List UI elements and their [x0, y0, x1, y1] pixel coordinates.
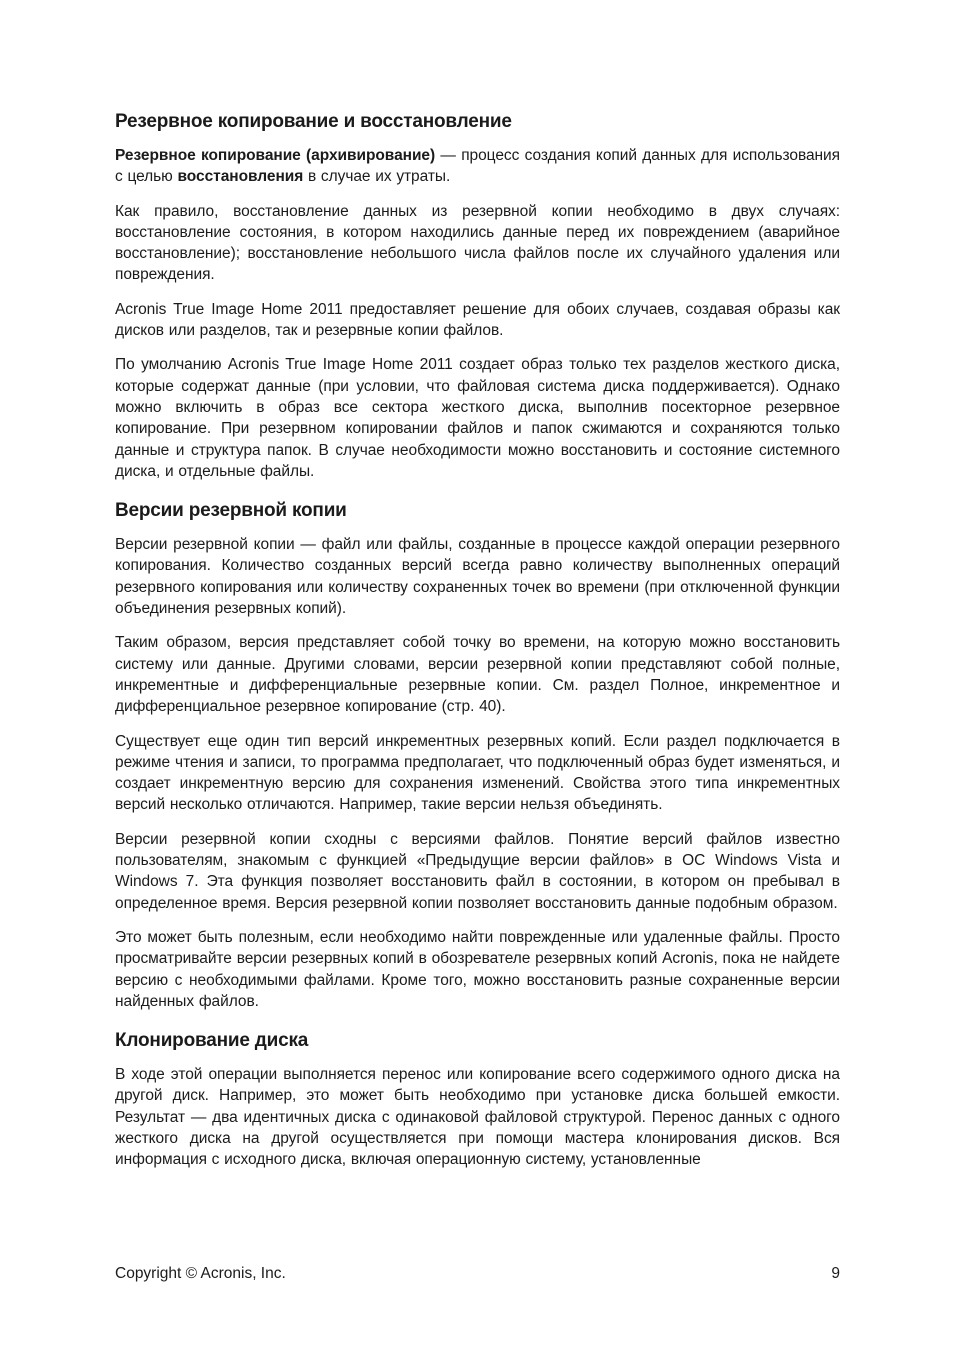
- paragraph-two-cases: Как правило, восстановление данных из резервной копии необходимо в двух случаях: восстановление состояния, в котором находились данные перед их повреждением (аварийное восстановление); восстановление небольшого числа файлов после их случайного удаления или повреждения.: [115, 202, 840, 284]
- section-title-disk-cloning: Клонирование диска: [115, 1030, 309, 1052]
- paragraph-backup-definition: [115, 145, 840, 188]
- page-number: 9: [831, 1265, 840, 1282]
- paragraph-point-in-time: Таким образом, версия представляет собой точку во времени, на которую можно восстановить систему или данные. Другими словами, версии резервной копии представляют собой полные, инкрементные и дифференциальные резервные копии. См. раздел Полное, инкрементное и дифференциальное резервное копирование (стр. 40).: [115, 634, 840, 716]
- text-run-bold: Резервное копирование (архивирование): [115, 147, 436, 164]
- section-title-backup-versions: Версии резервной копии: [115, 500, 347, 522]
- text-run: в случае их утраты.: [303, 168, 451, 186]
- section-disk-cloning: [115, 1030, 840, 1170]
- section-backup-versions: [115, 500, 840, 1012]
- paragraph-file-versions: Версии резервной копии сходны с версиями файлов. Понятие версий файлов известно пользователям, знакомым с функцией «Предыдущие версии файлов» в ОС Windows Vista и Windows 7. Эта функция позволяет восстановить файл в состоянии, в котором он пребывал в определенное время. Версия резервной копии позволяет восстановить данные подобным образом.: [115, 830, 840, 912]
- text-run: — процесс создания копий данных для использования с целью: [115, 147, 840, 186]
- paragraph-default-behavior: По умолчанию Acronis True Image Home 2011 создает образ только тех разделов жесткого диска, которые содержат данные (при условии, что файловая система диска поддерживается). Однако можно включить в образ все сектора жесткого диска, выполнив посекторное резервное копирование. При резервном копировании файлов и папок сжимаются и сохраняются только данные и структура папок. В случае необходимости можно восстановить и состояние системного диска, и отдельные файлы.: [115, 356, 840, 480]
- paragraph-solution: Acronis True Image Home 2011 предоставляет решение для обоих случаев, создавая образы как дисков или разделов, так и резервные копии файлов.: [115, 300, 840, 340]
- page-footer: [115, 1263, 840, 1284]
- section-title-backup-and-recovery: Резервное копирование и восстановление: [115, 111, 512, 132]
- paragraph-cloning-description: В ходе этой операции выполняется перенос или копирование всего содержимого одного диска на другой диск. Например, это может быть необходимо при установке диска большей емкости. Результат — два идентичных диска с одинаковой файловой структурой. Перенос данных с одного жесткого диска на другой осуществляется при помощи мастера клонирования дисков. Вся информация с исходного диска, включая операционную систему, установленные: [115, 1066, 840, 1169]
- copyright-text: Copyright © Acronis, Inc.: [115, 1265, 286, 1282]
- paragraph-versions-definition: Версии резервной копии — файл или файлы, созданные в процессе каждой операции резервного копирования. Количество созданных версий всегда равно количеству выполненных операций резервного копирования или количеству сохраненных точек во времени (при отключенной функции объединения резервных копий).: [115, 536, 840, 618]
- paragraph-incremental-type: Существует еще один тип версий инкрементных резервных копий. Если раздел подключается в режиме чтения и записи, то программа предполагает, что подключенный образ будет изменяться, и создает инкрементную версию для сохранения изменений. Свойства этого типа инкрементных версий несколько отличаются. Например, такие версии нельзя объединять.: [115, 732, 840, 814]
- paragraph-usefulness: Это может быть полезным, если необходимо найти поврежденные или удаленные файлы. Просто просматривайте версии резервных копий в обозревателе резервных копий Acronis, пока не найдете версию с необходимыми файлами. Кроме того, можно восстановить разные сохраненные версии найденных файлов.: [115, 928, 840, 1010]
- section-backup-and-recovery: [115, 111, 840, 482]
- text-run-bold: восстановления: [177, 168, 304, 186]
- page-content: [115, 111, 840, 1184]
